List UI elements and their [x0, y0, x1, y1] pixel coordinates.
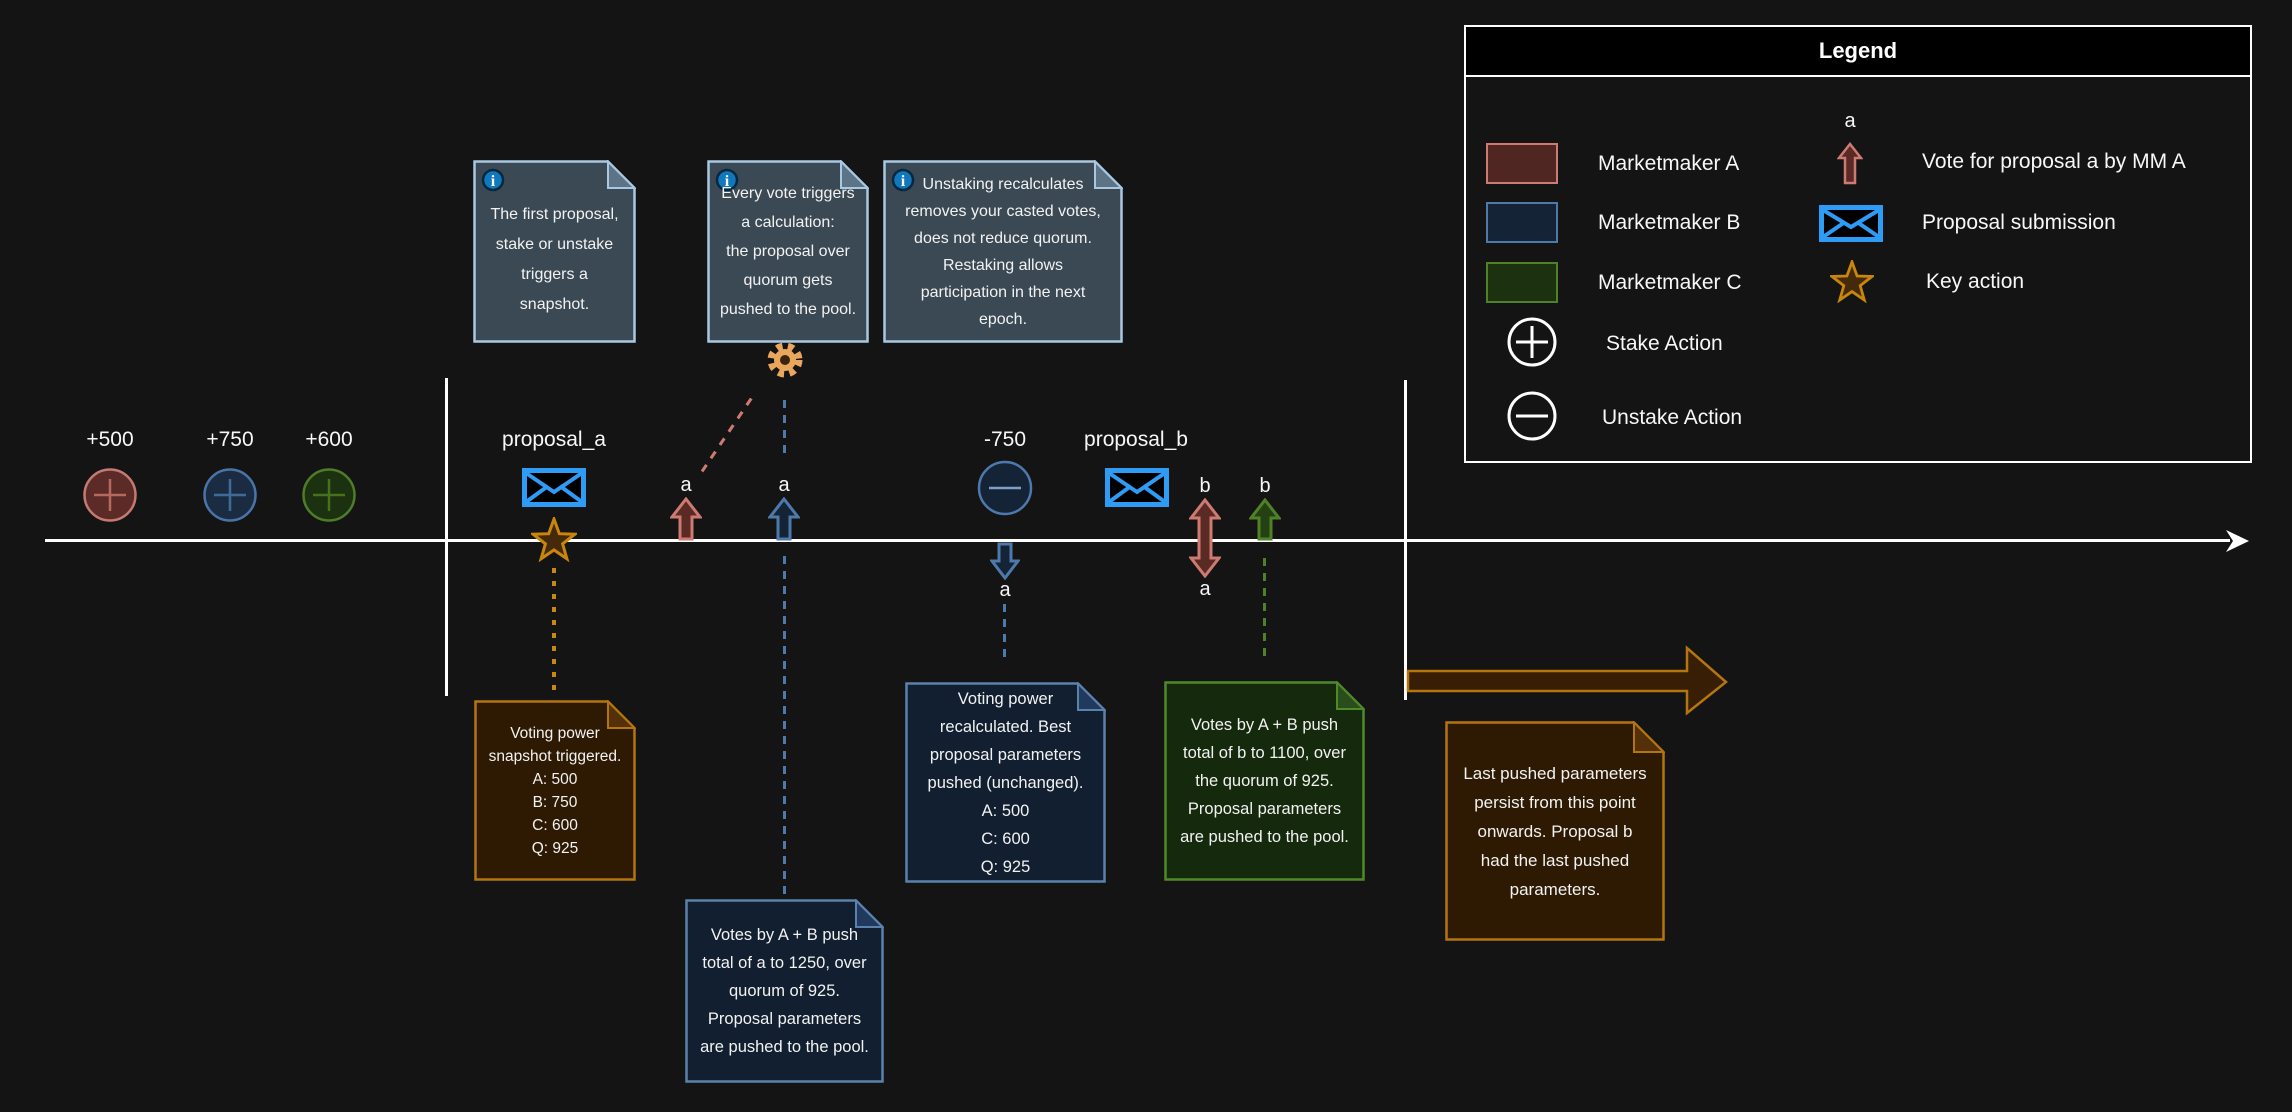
note-snapshot-values [474, 700, 636, 881]
note-line: a calculation: [741, 214, 835, 231]
connector-vote-b-to-note [1263, 558, 1266, 662]
svg-text:i: i [900, 173, 906, 190]
note-line: Voting power [957, 689, 1054, 708]
gear-icon [765, 340, 805, 380]
proposal-a-envelope-icon [522, 468, 586, 507]
note-line: does not reduce quorum. [914, 229, 1092, 247]
stake-action-icon [1506, 316, 1558, 368]
vote-a-by-mm-b-label: a [778, 474, 790, 496]
note-line: participation in the next [920, 283, 1086, 301]
vote-b-by-mm-a-label: b [1199, 475, 1211, 497]
info-note-unstaking [883, 160, 1123, 343]
note-line: The first proposal, [490, 205, 619, 223]
key-action-star-icon [531, 517, 577, 564]
note-line: parameters. [1509, 879, 1601, 899]
vote-b-by-mm-c-label: b [1259, 475, 1271, 497]
unstake-action-icon [1506, 390, 1558, 442]
info-note-snapshot [473, 160, 636, 343]
vote-a-removed-mm-a-label: a [1199, 578, 1211, 600]
svg-text:i: i [724, 173, 730, 190]
note-line: are pushed to the pool. [1180, 828, 1349, 846]
epoch-boundary-1 [445, 378, 448, 696]
note-line: persist from this point [1474, 792, 1636, 812]
stake-circle-b-icon [202, 467, 258, 523]
note-line: onwards. Proposal b [1477, 821, 1633, 841]
note-line: Q: 925 [531, 839, 579, 857]
stake-amount-b: +750 [206, 428, 254, 451]
persist-forward-arrow-icon [1405, 645, 1729, 717]
stake-amount-c: +600 [305, 428, 353, 451]
note-line: Voting power [510, 724, 600, 742]
note-line: A: 500 [981, 801, 1030, 820]
note-line: proposal parameters [929, 745, 1082, 764]
info-note-calculation [707, 160, 869, 343]
note-vote-a-result [685, 899, 884, 1083]
legend-title: Legend [1818, 38, 1898, 63]
note-line: Unstaking recalculates [922, 175, 1084, 193]
note-line: Proposal parameters [1187, 800, 1342, 818]
note-line: B: 750 [532, 793, 578, 811]
vote-b-swap-mm-a-arrow-icon [1189, 498, 1221, 578]
note-line: total of a to 1250, over [702, 954, 867, 972]
legend-label-unstake: Unstake Action [1602, 406, 1743, 429]
note-line: A: 500 [532, 770, 578, 788]
stake-amount-a: +500 [86, 428, 134, 451]
note-line: Restaking allows [942, 256, 1064, 274]
note-line: Last pushed parameters [1463, 763, 1647, 783]
note-line: Q: 925 [980, 857, 1031, 876]
legend-star-icon [1830, 260, 1874, 305]
proposal-a-label: proposal_a [502, 428, 606, 451]
vote-a-by-mm-a-label: a [680, 474, 692, 496]
legend-label-mm-b: Marketmaker B [1598, 211, 1741, 234]
note-line: quorum gets [743, 272, 833, 289]
note-line: pushed (unchanged). [927, 773, 1084, 792]
vote-a-removed-mm-b-label: a [999, 579, 1011, 601]
proposal-b-label: proposal_b [1084, 428, 1188, 451]
legend-label-mm-a: Marketmaker A [1598, 152, 1740, 175]
legend-swatch-mm-a [1486, 143, 1558, 184]
note-line: C: 600 [532, 816, 578, 834]
note-line: snapshot triggered. [488, 747, 622, 765]
note-line: triggers a [521, 265, 588, 283]
note-persist [1445, 721, 1665, 941]
connector-star-to-note [552, 568, 556, 696]
legend-label-proposal: Proposal submission [1922, 211, 2116, 234]
vote-b-by-mm-c-arrow-icon [1249, 498, 1281, 541]
note-line: quorum of 925. [729, 982, 840, 1000]
note-line: Proposal parameters [707, 1010, 862, 1028]
note-line: removes your casted votes, [905, 202, 1101, 220]
connector-vote-a-to-gear [701, 394, 755, 473]
legend-label-key-action: Key action [1926, 270, 2025, 293]
vote-a-by-mm-b-arrow-icon [768, 497, 800, 541]
connector-gear-to-vote [783, 400, 786, 458]
note-line: the quorum of 925. [1195, 772, 1334, 790]
unstake-amount: -750 [983, 428, 1027, 451]
timeline-axis [45, 539, 2230, 542]
note-line: pushed to the pool. [719, 301, 857, 318]
legend-label-vote: Vote for proposal a by MM A [1922, 150, 2186, 173]
note-line: C: 600 [981, 829, 1030, 848]
note-line: stake or unstake [495, 235, 614, 253]
note-line: snapshot. [519, 295, 590, 313]
note-line: Votes by A + B push [1190, 716, 1339, 734]
legend-swatch-mm-b [1486, 202, 1558, 243]
legend-label-mm-c: Marketmaker C [1598, 271, 1742, 294]
legend-swatch-mm-c [1486, 262, 1558, 303]
stake-circle-c-icon [301, 467, 357, 523]
note-line: are pushed to the pool. [700, 1038, 869, 1056]
vote-a-removed-mm-b-arrow-icon [990, 542, 1020, 580]
note-recalculation [905, 682, 1106, 883]
note-line: Every vote triggers [721, 185, 855, 202]
note-line: the proposal over [726, 243, 850, 260]
note-line: total of b to 1100, over [1183, 744, 1346, 762]
legend-envelope-icon [1819, 205, 1883, 242]
stake-circle-a-icon [82, 467, 138, 523]
connector-unstake-to-note [1003, 604, 1006, 664]
vote-a-by-mm-a-arrow-icon [670, 497, 702, 541]
legend-vote-letter: a [1844, 110, 1856, 132]
legend-panel [1464, 25, 2252, 463]
svg-text:i: i [490, 173, 496, 190]
legend-vote-arrow-icon [1837, 142, 1863, 185]
proposal-b-envelope-icon [1105, 468, 1169, 507]
connector-vote-to-note-vote-a [783, 556, 786, 896]
legend-label-stake: Stake Action [1606, 332, 1723, 355]
unstake-circle-icon [976, 459, 1034, 517]
note-vote-b-result [1164, 681, 1365, 881]
legend-titlebar [1466, 27, 2250, 77]
note-line: epoch. [978, 310, 1028, 328]
timeline-arrowhead-icon [2226, 528, 2252, 554]
note-line: recalculated. Best [939, 717, 1072, 736]
note-line: had the last pushed [1480, 850, 1630, 870]
note-line: Votes by A + B push [710, 926, 859, 944]
